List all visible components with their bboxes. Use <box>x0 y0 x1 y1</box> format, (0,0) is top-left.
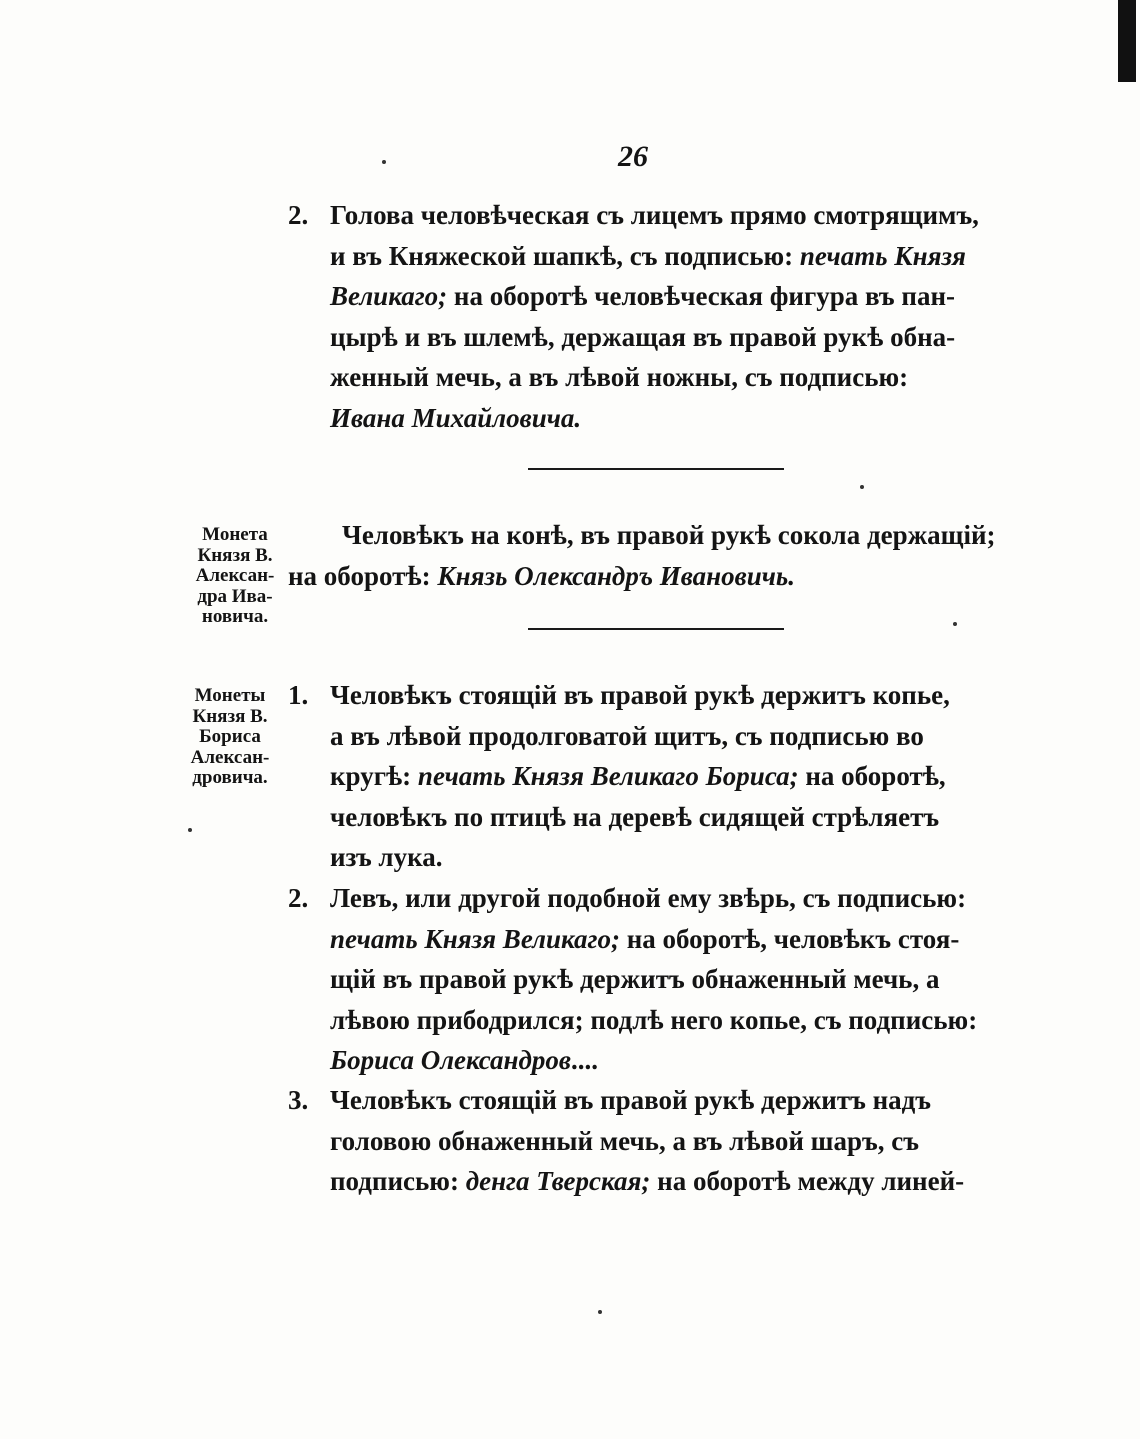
scan-speck <box>953 622 957 626</box>
text-line: Человѣкъ на конѣ, въ правой рукѣ сокола держащій; <box>342 520 996 550</box>
margin-note-alexander: Монета Князя В. Алексан- дра Ива- новича. <box>195 524 275 627</box>
text-line: Бориса Олександров.... <box>330 1045 598 1075</box>
text-line: печать Князя Великаго; на оборотѣ, человѣкъ стоя- <box>330 923 960 954</box>
entry-ivan-mikhailovich <box>288 195 1018 438</box>
text-line: и въ Княжеской шапкѣ, съ подписью: печать Князя <box>330 240 966 271</box>
page-number: 26 <box>618 140 648 173</box>
section-divider <box>528 468 784 470</box>
entry-boris-1 <box>288 675 1018 878</box>
text-line: Левъ, или другой подобной ему звѣрь, съ подписью: <box>330 883 967 913</box>
inscription: печать Князя Великаго; <box>330 923 620 954</box>
inscription: Ивана Михайловича. <box>330 402 582 433</box>
inscription: денга Тверская; <box>465 1166 651 1196</box>
entry-number: 1. <box>288 680 309 710</box>
text-line: человѣкъ по птицѣ на деревѣ сидящей стрѣляетъ <box>330 801 940 832</box>
entry-boris-3 <box>288 1080 1018 1202</box>
section-divider <box>528 628 784 630</box>
text-line: Великаго; на оборотѣ человѣческая фигура въ пан- <box>330 281 956 311</box>
text-line: Человѣкъ стоящій въ правой рукѣ держитъ надъ <box>330 1085 932 1115</box>
entry-boris-2 <box>288 878 1018 1081</box>
entry-number: 2. <box>288 200 309 230</box>
inscription: Князь Олександръ Ивановичь. <box>437 560 796 591</box>
scan-speck <box>188 828 192 832</box>
text-line: женный мечь, а въ лѣвой ножны, съ подписью: <box>330 362 909 392</box>
text-line: лѣвою прибодрился; подлѣ него копье, съ подписью: <box>330 1004 978 1035</box>
inscription: Великаго; <box>330 281 448 311</box>
text-line: кругѣ: печать Князя Великаго Бориса; на оборотѣ, <box>330 761 946 791</box>
scan-speck <box>598 1310 602 1314</box>
text-line: на оборотѣ: Князь Олександръ Ивановичь. <box>288 560 796 591</box>
scan-speck <box>382 160 386 164</box>
scan-speck <box>860 485 864 489</box>
entry-number: 3. <box>288 1085 309 1115</box>
entry-number: 2. <box>288 883 309 913</box>
entry-alexander-ivanovich <box>288 515 1018 596</box>
inscription: Бориса Олександров <box>330 1045 571 1075</box>
text-line: изъ лука. <box>330 842 443 872</box>
scan-edge-mark <box>1118 0 1136 82</box>
text-line: а въ лѣвой продолговатой щитъ, съ подписью во <box>330 720 924 751</box>
text-line: головою обнаженный мечь, а въ лѣвой шаръ, съ <box>330 1125 919 1156</box>
text-line: щій въ правой рукѣ держитъ обнаженный мечь, а <box>330 964 940 994</box>
text-line: цырѣ и въ шлемѣ, держащая въ правой рукѣ обна- <box>330 321 956 352</box>
text-line: Человѣкъ стоящій въ правой рукѣ держитъ копье, <box>330 680 950 710</box>
inscription: печать Князя Великаго Бориса; <box>417 761 799 791</box>
text-line: подписью: денга Тверская; на оборотѣ между линей- <box>330 1166 965 1196</box>
inscription: печать Князя <box>799 240 966 271</box>
text-line: Голова человѣческая съ лицемъ прямо смотрящимъ, <box>330 200 979 230</box>
margin-note-boris: Монеты Князя В. Бориса Алексан- дровича. <box>190 685 270 788</box>
